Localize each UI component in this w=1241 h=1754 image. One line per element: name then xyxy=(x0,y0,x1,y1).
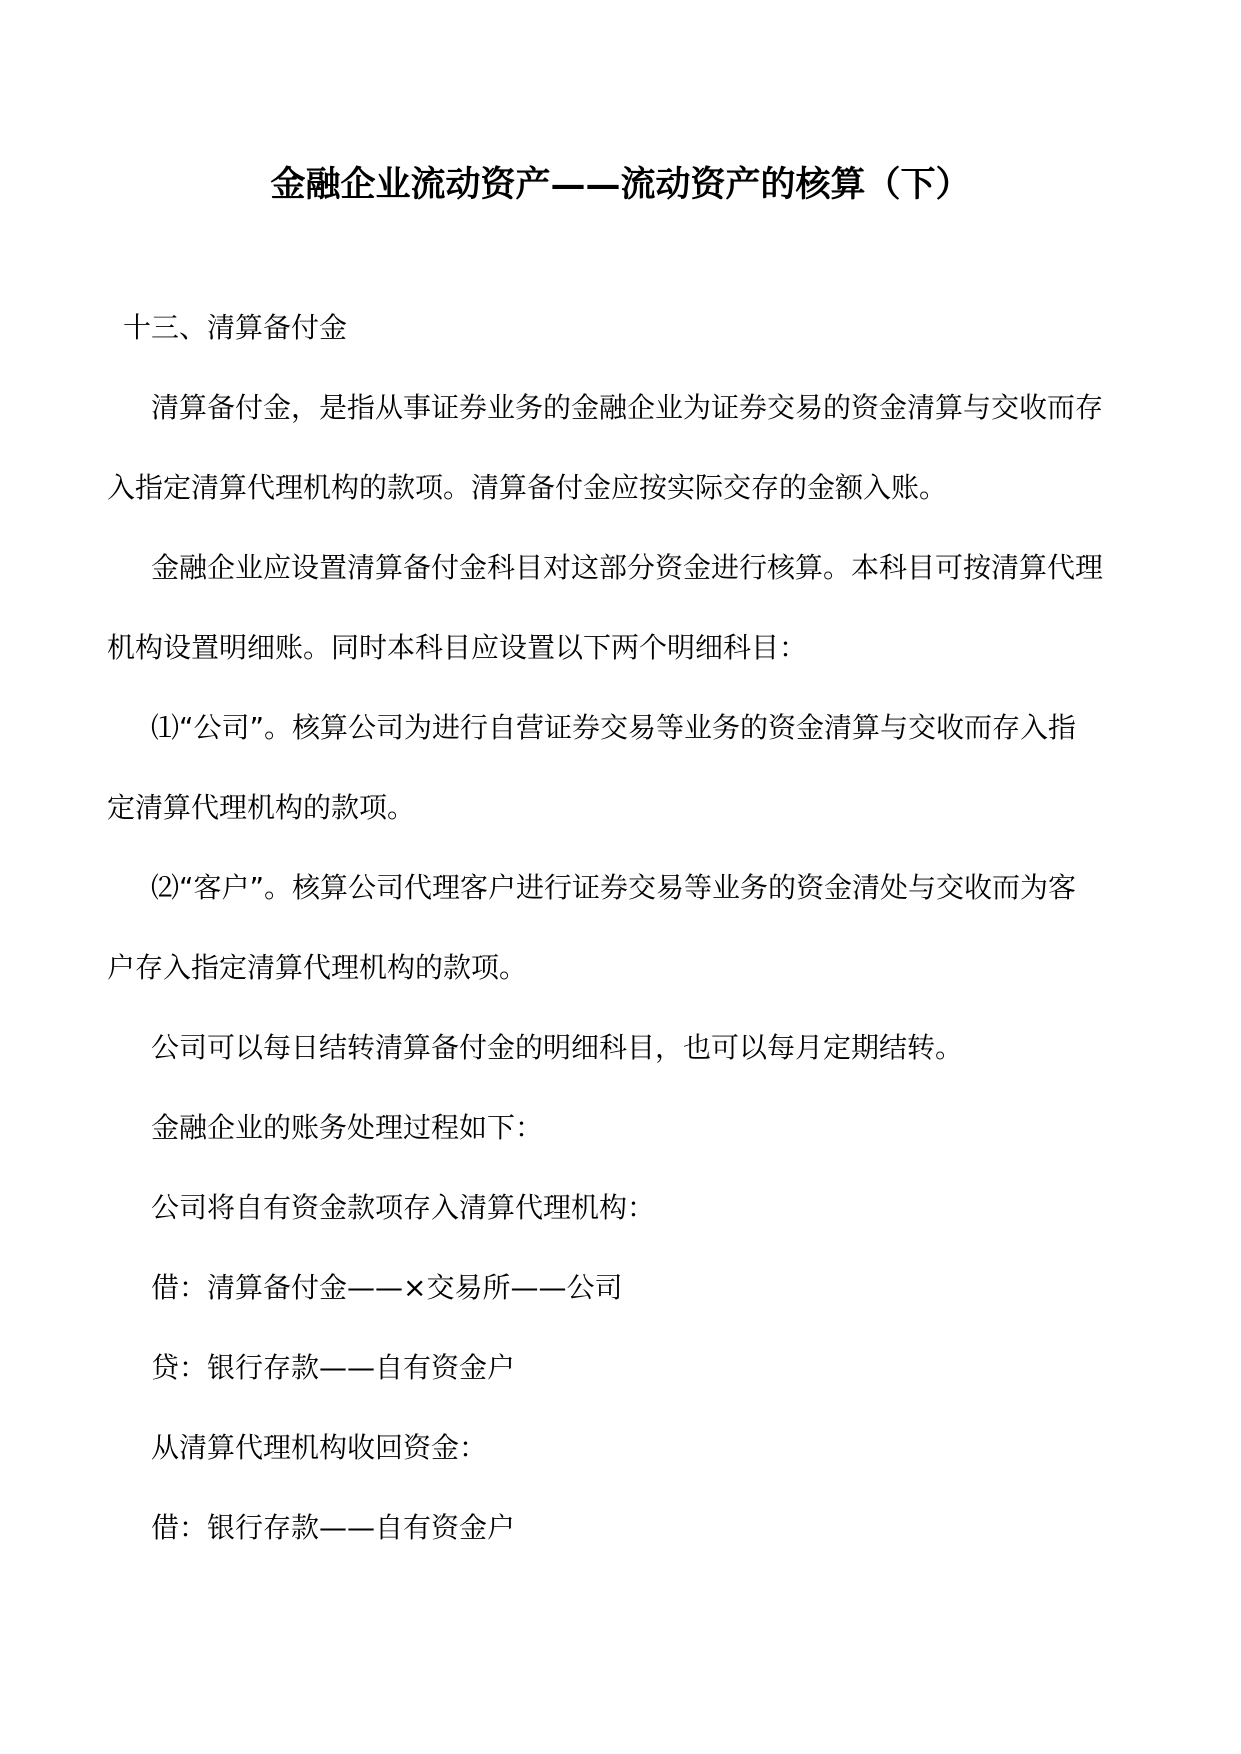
document-body xyxy=(107,288,1152,1568)
paragraph-line: 清算备付金，是指从事证券业务的金融企业为证券交易的资金清算与交收而存 xyxy=(151,391,1104,424)
paragraph-line: ⑴“公司”。核算公司为进行自营证券交易等业务的资金清算与交收而存入指 xyxy=(151,711,1077,744)
paragraph-line: 定清算代理机构的款项。 xyxy=(107,791,416,824)
paragraph-line: 公司可以每日结转清算备付金的明细科目，也可以每月定期结转。 xyxy=(151,1031,964,1064)
paragraph-line: 户存入指定清算代理机构的款项。 xyxy=(107,951,528,984)
paragraph-line: ⑵“客户”。核算公司代理客户进行证券交易等业务的资金清处与交收而为客 xyxy=(151,871,1077,904)
paragraph-line: 公司将自有资金款项存入清算代理机构： xyxy=(151,1191,656,1224)
paragraph-line: 入指定清算代理机构的款项。清算备付金应按实际交存的金额入账。 xyxy=(107,471,948,504)
journal-entry-line: 贷：银行存款——自有资金户 xyxy=(151,1351,516,1384)
paragraph-line: 从清算代理机构收回资金： xyxy=(151,1431,488,1464)
paragraph-line: 金融企业应设置清算备付金科目对这部分资金进行核算。本科目可按清算代理 xyxy=(151,551,1104,584)
document-title: 金融企业流动资产——流动资产的核算（下） xyxy=(270,164,971,205)
paragraph-line: 金融企业的账务处理过程如下： xyxy=(151,1111,544,1144)
paragraph-line: 机构设置明细账。同时本科目应设置以下两个明细科目： xyxy=(107,631,808,664)
journal-entry-line: 借：银行存款——自有资金户 xyxy=(151,1511,516,1544)
section-heading: 十三、清算备付金 xyxy=(123,311,348,344)
journal-entry-line: 借：清算备付金——×交易所——公司 xyxy=(151,1271,623,1304)
